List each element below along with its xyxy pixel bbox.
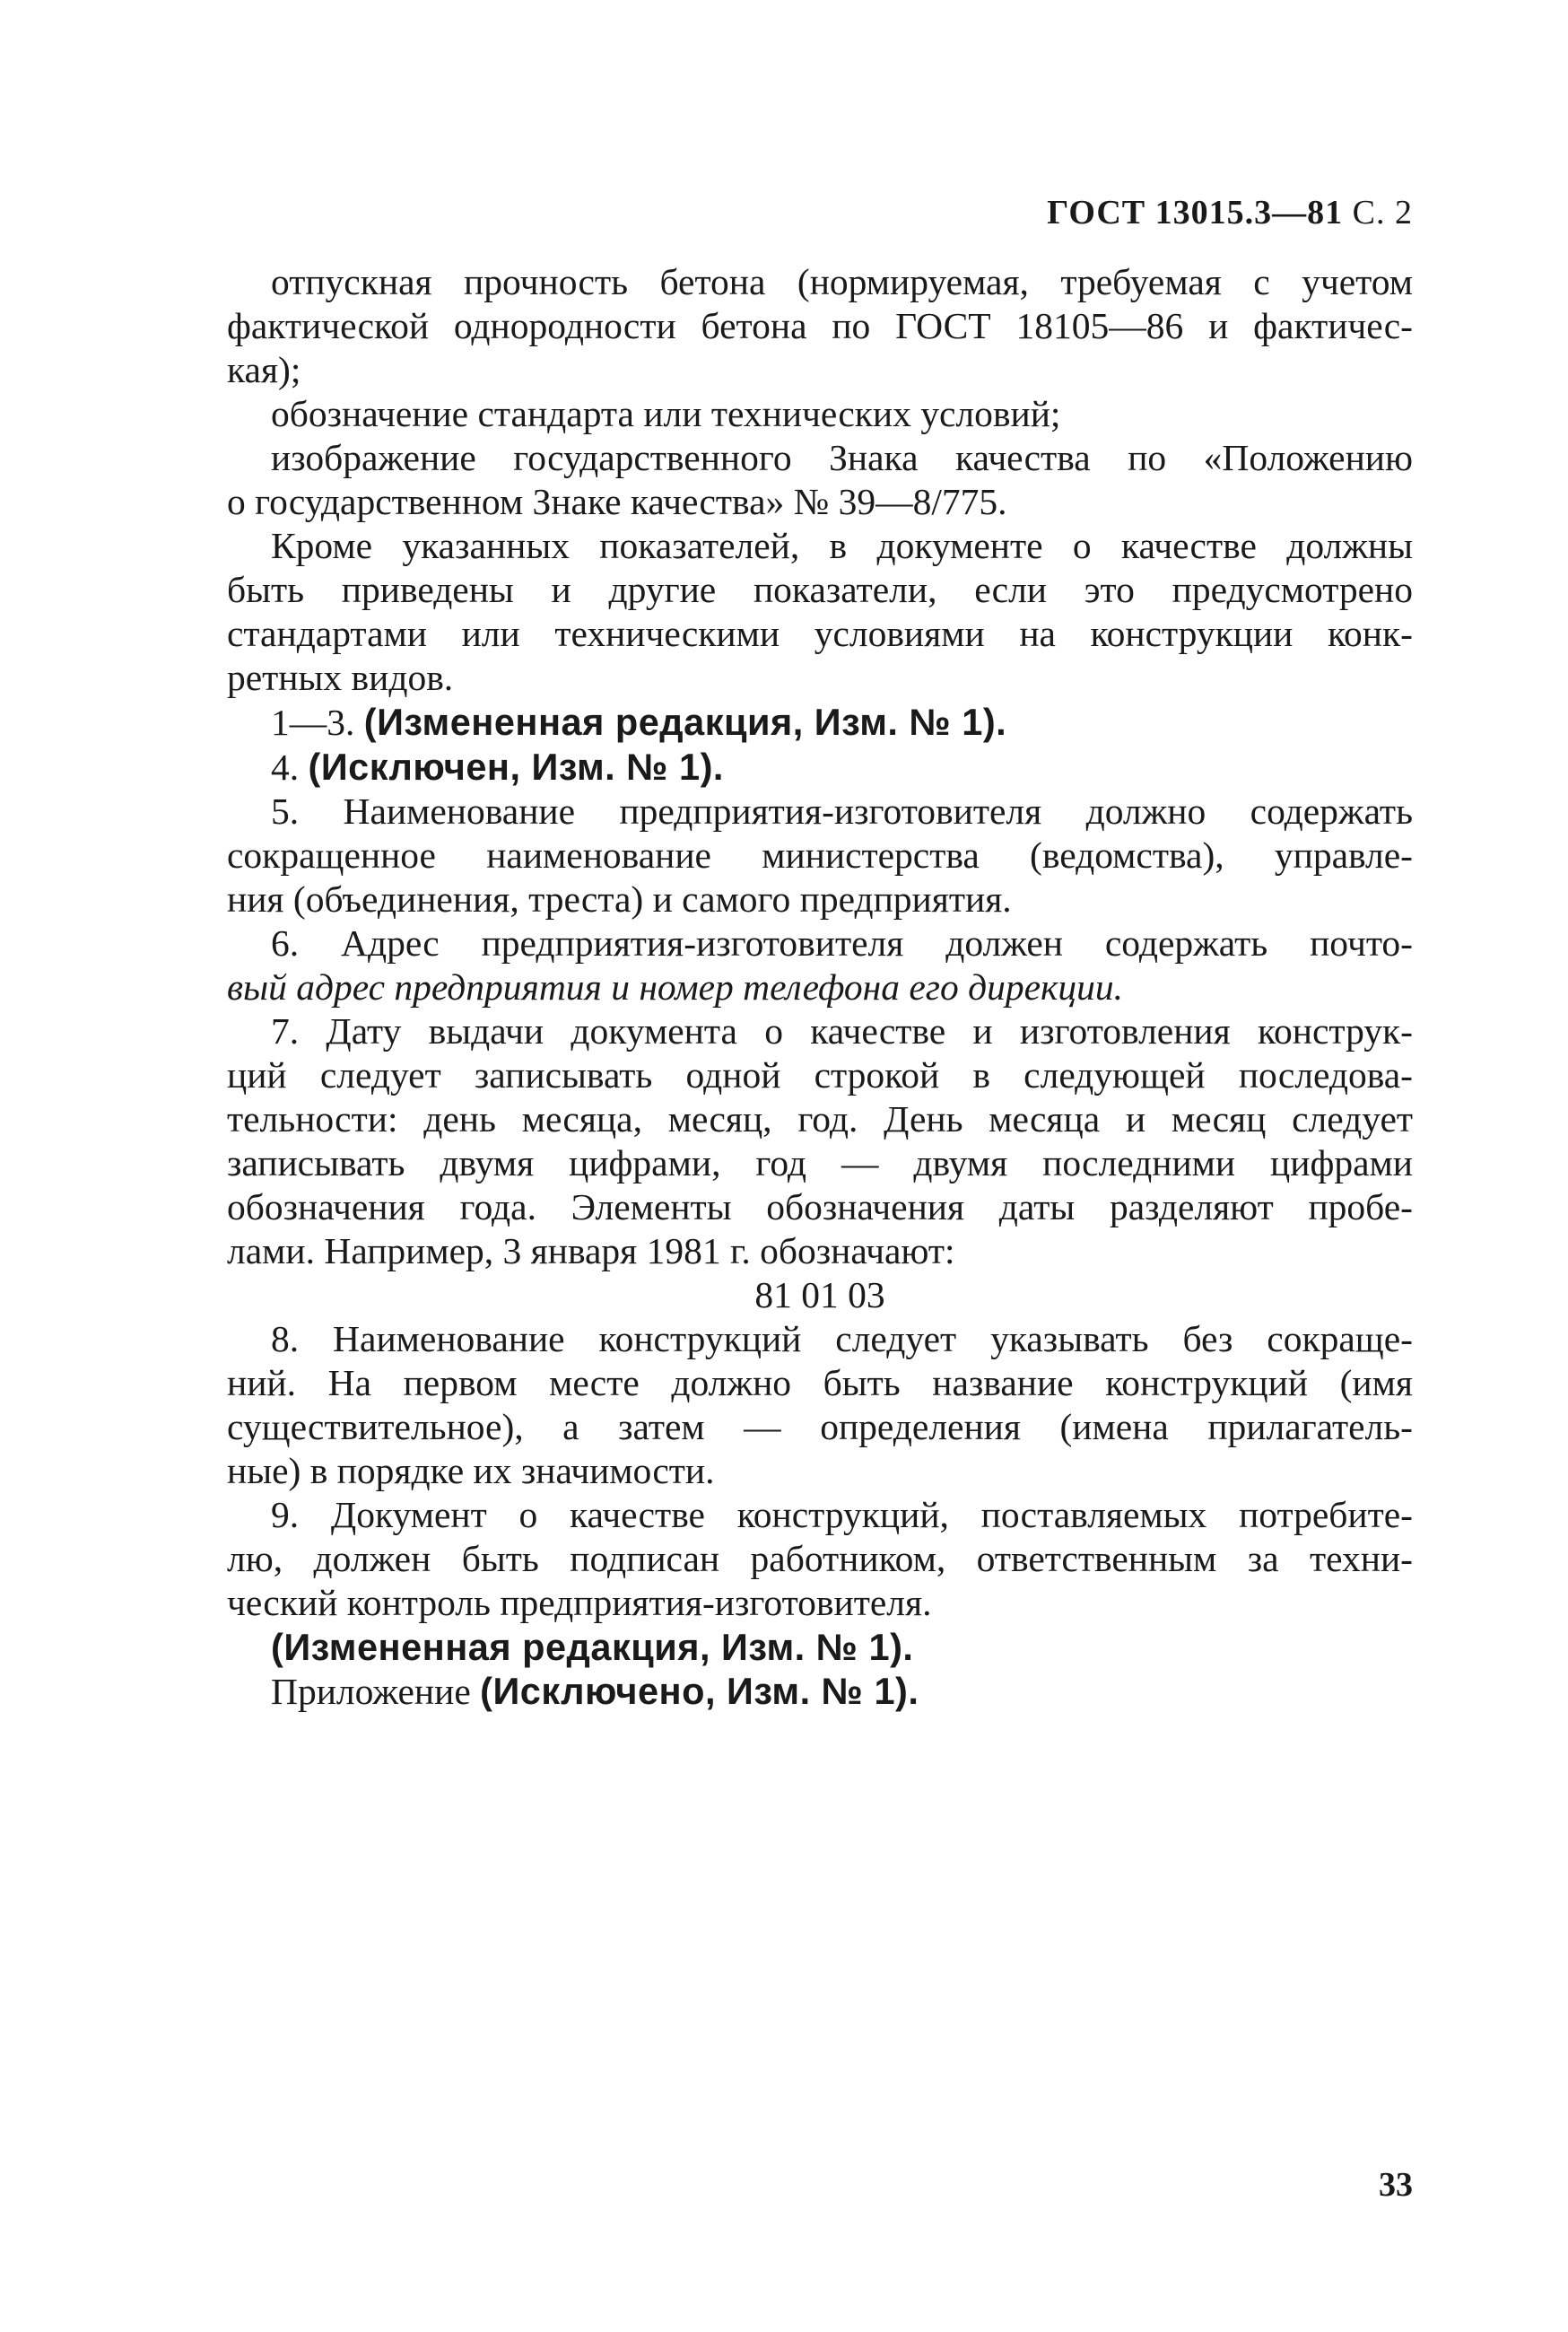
paragraph-amendment xyxy=(271,1625,1413,1669)
date-example xyxy=(227,1273,1413,1317)
paragraph-item-4 xyxy=(271,745,1413,790)
text-line: 8. Наименование конструкций следует указывать без сокраще- xyxy=(271,1318,1413,1359)
paragraph-appendix xyxy=(271,1669,1413,1714)
text-line: о государственном Знаке качества» № 39—8/775. xyxy=(227,481,1007,522)
text-line xyxy=(271,700,1413,745)
text-line xyxy=(271,1669,1413,1714)
paragraph-curing-strength xyxy=(227,260,1413,392)
text-line: ций следует записывать одной строкой в следующей последова- xyxy=(227,1054,1413,1096)
amendment-note: (Измененная редакция, Изм. № 1). xyxy=(271,1626,914,1668)
text-line: 5. Наименование предприятия-изготовителя должно содержать xyxy=(271,790,1413,832)
paragraph-other-indicators xyxy=(227,524,1413,700)
text-line: стандартами или техническими условиями на конструкции конк- xyxy=(227,613,1413,654)
text-line: тельности: день месяца, месяц, год. День месяца и месяц следует xyxy=(227,1098,1413,1140)
paragraph-item-7 xyxy=(227,1009,1413,1273)
date-example-value: 81 01 03 xyxy=(754,1274,885,1315)
paragraph-item-5 xyxy=(227,790,1413,921)
page-number: 33 xyxy=(1379,2166,1413,2204)
text-line: обозначения года. Элементы обозначения даты разделяют пробе- xyxy=(227,1186,1413,1227)
item-number: 1—3. xyxy=(271,702,364,743)
text-line: существительное), а затем — определения (имена прилагатель- xyxy=(227,1406,1413,1447)
text-line: лю, должен быть подписан работником, ответственным за техни- xyxy=(227,1538,1413,1579)
amendment-note: (Исключен, Изм. № 1). xyxy=(308,746,724,788)
text-line: фактической однородности бетона по ГОСТ 18105—86 и фактичес- xyxy=(227,305,1413,346)
text-line: 6. Адрес предприятия-изготовителя должен содержать почто- xyxy=(271,922,1413,964)
text-line: сокращенное наименование министерства (ведомства), управле- xyxy=(227,834,1413,876)
text-line: обозначение стандарта или технических условий; xyxy=(271,393,1061,434)
text-line: кая); xyxy=(227,349,301,390)
text-line: изображение государственного Знака качества по «Положению xyxy=(271,437,1413,478)
text-line: ретных видов. xyxy=(227,657,454,698)
document-body xyxy=(227,260,1413,1714)
paragraph-items-1-3 xyxy=(271,700,1413,745)
text-line: ные) в порядке их значимости. xyxy=(227,1450,715,1491)
item-number: 4. xyxy=(271,747,309,788)
text-line: 9. Документ о качестве конструкций, поставляемых потребите- xyxy=(271,1494,1413,1535)
paragraph-quality-mark xyxy=(227,436,1413,524)
paragraph-standard-designation xyxy=(271,392,1413,436)
amendment-note: (Исключено, Изм. № 1). xyxy=(480,1670,919,1712)
text-line: отпускная прочность бетона (нормируемая, требуемая с учетом xyxy=(271,261,1413,302)
text-line: Кроме указанных показателей, в документе о качестве должны xyxy=(271,525,1413,566)
paragraph-item-9 xyxy=(227,1493,1413,1625)
standard-code: ГОСТ 13015.3—81 xyxy=(1047,194,1344,231)
text-line: лами. Например, 3 января 1981 г. обозначают: xyxy=(227,1230,955,1271)
text-line: записывать двумя цифрами, год — двумя последними цифрами xyxy=(227,1142,1413,1183)
appendix-label: Приложение xyxy=(271,1671,481,1712)
text-line: 7. Дату выдачи документа о качестве и изготовления конструк- xyxy=(271,1010,1413,1052)
paragraph-item-8 xyxy=(227,1317,1413,1493)
text-line: ческий контроль предприятия-изготовителя. xyxy=(227,1582,932,1623)
text-line: ния (объединения, треста) и самого предприятия. xyxy=(227,878,1012,920)
text-line: быть приведены и другие показатели, если это предусмотрено xyxy=(227,569,1413,610)
text-line xyxy=(271,745,1413,790)
running-header xyxy=(1047,193,1413,232)
page-label: С. 2 xyxy=(1352,194,1413,231)
text-line: вый адрес предприятия и номер телефона его дирекции. xyxy=(227,966,1124,1008)
text-line: ний. На первом месте должно быть название конструкций (имя xyxy=(227,1362,1413,1403)
amendment-note: (Измененная редакция, Изм. № 1). xyxy=(363,701,1007,743)
paragraph-item-6 xyxy=(227,921,1413,1009)
